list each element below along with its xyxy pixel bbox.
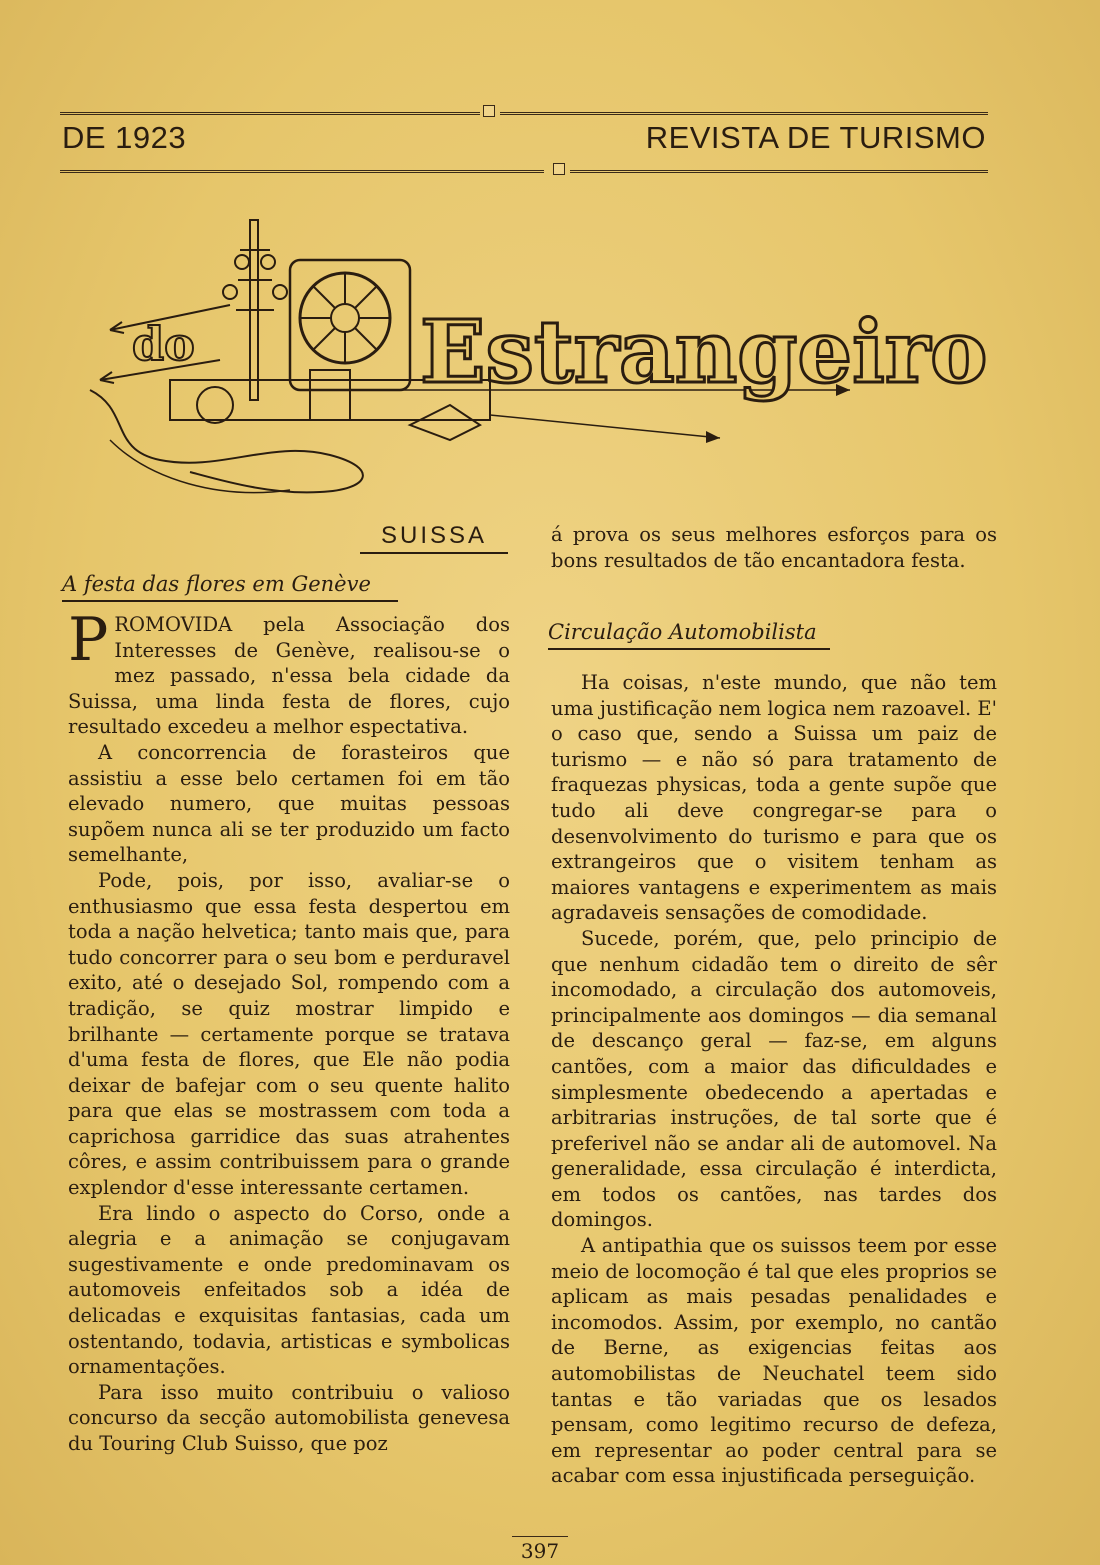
header-ornament-square-2 (553, 163, 565, 175)
title-prefix: do (132, 317, 195, 371)
article1-paragraph: Era lindo o aspecto do Corso, onde a alegria e a animação se conjugavam sugestivamente e onde predominavam os automoveis enfeitados sob a idéa de delicadas e exquisitas fantasias, cada um ostentando, todavia, artisticas e symbolicas ornamentações. (68, 1201, 510, 1379)
right-column (551, 670, 997, 1489)
header-rule-top-right (500, 112, 988, 115)
section-title-illustration (70, 210, 988, 510)
article1-continuation (551, 522, 997, 573)
header-issue-date: DE 1923 (62, 120, 187, 155)
article1-continuation-text: á prova os seus melhores esforços para os bons resultados de tão encantadora festa. (551, 523, 997, 572)
lead-caps: ROMOVIDA (114, 613, 233, 636)
header-rule-top (60, 112, 480, 115)
header-ornament-square (483, 105, 495, 117)
article1-paragraph: Pode, pois, por isso, avaliar-se o enthusiasmo que essa festa despertou em toda a nação helvetica; tanto mais que, para tudo concorrer para o seu bom e perduravel exito, até o desejado Sol, rompendo com a tradição, se quiz mostrar limpido e brilhante — certamente porque se tratava d'uma festa de flores, que Ele não podia deixar de bafejar com o seu quente halito para que elas se mostrassem com toda a caprichosa garridice das suas atrahentes côres, e assim contribuissem para o grande explendor d'esse interessante certamen. (68, 868, 510, 1200)
article2-paragraph: Sucede, porém, que, pelo principio de que nenhum cidadão tem o direito de sêr incomodado, a circulação dos automoveis, principalmente aos domingos — dia semanal de descanço geral — faz-se, em alguns cantões, com a maior das dificuldades e simplesmente obedecendo a apertadas e arbitrarias instruções, de tal sorte que é preferivel não se andar ali de automovel. Na generalidade, essa circulação é interdicta, em todos os cantões, nas tardes dos domingos. (551, 926, 997, 1232)
header-rule-bottom-right (570, 170, 988, 173)
header-rule-bottom (60, 170, 544, 173)
article2-paragraph: Ha coisas, n'este mundo, que não tem uma justificação nem logica nem razoavel. E' o caso que, sendo a Suissa um paiz de turismo — e não só para tratamento de fraquezas physicas, toda a gente supõe que tudo ali deve congregar-se para o desenvolvimento do turismo e para que os extrangeiros que o visitem tenham as maiores vantagens e experimentem as mais agradaveis sensações de comodidade. (551, 671, 997, 925)
article1-lead-paragraph (68, 605, 510, 740)
article2-paragraph: A antipathia que os suissos teem por esse meio de locomoção é tal que eles proprios se aplicam as mais pesadas penalidades e incomodos. Assim, por exemplo, no cantão de Berne, as exigencias feitas aos automobilistas de Neuchatel teem sido tantas e tão variadas que os lesados pensam, como legitimo recurso de defeza, em representar ao poder central para se acabar com essa injustificada perseguição. (551, 1234, 997, 1488)
lead-text: pela Associação dos Interesses de Genève, realisou-se o mez passado, n'essa bela cidade da Suissa, uma linda festa de flores, cujo resultado excedeu a melhor espectativa. (68, 613, 510, 739)
article2-heading: Circulação Automobilista (548, 620, 830, 650)
drop-cap: P (68, 605, 109, 675)
section-heading: SUISSA (360, 522, 508, 554)
article1-heading: A festa das flores em Genève (62, 572, 398, 602)
article1-paragraph: A concorrencia de forasteiros que assistiu a esse belo certamen foi em tão elevado numero, que muitas pessoas supõem nunca ali se ter produzido um facto semelhante, (68, 740, 510, 867)
title-word: Estrangeiro (420, 302, 988, 403)
page-number: 397 (512, 1536, 568, 1563)
left-column (68, 605, 510, 1457)
header-magazine-title: REVISTA DE TURISMO (645, 120, 986, 155)
article1-paragraph: Para isso muito contribuiu o valioso concurso da secção automobilista genevesa du Touring Club Suisso, que poz (68, 1380, 510, 1455)
